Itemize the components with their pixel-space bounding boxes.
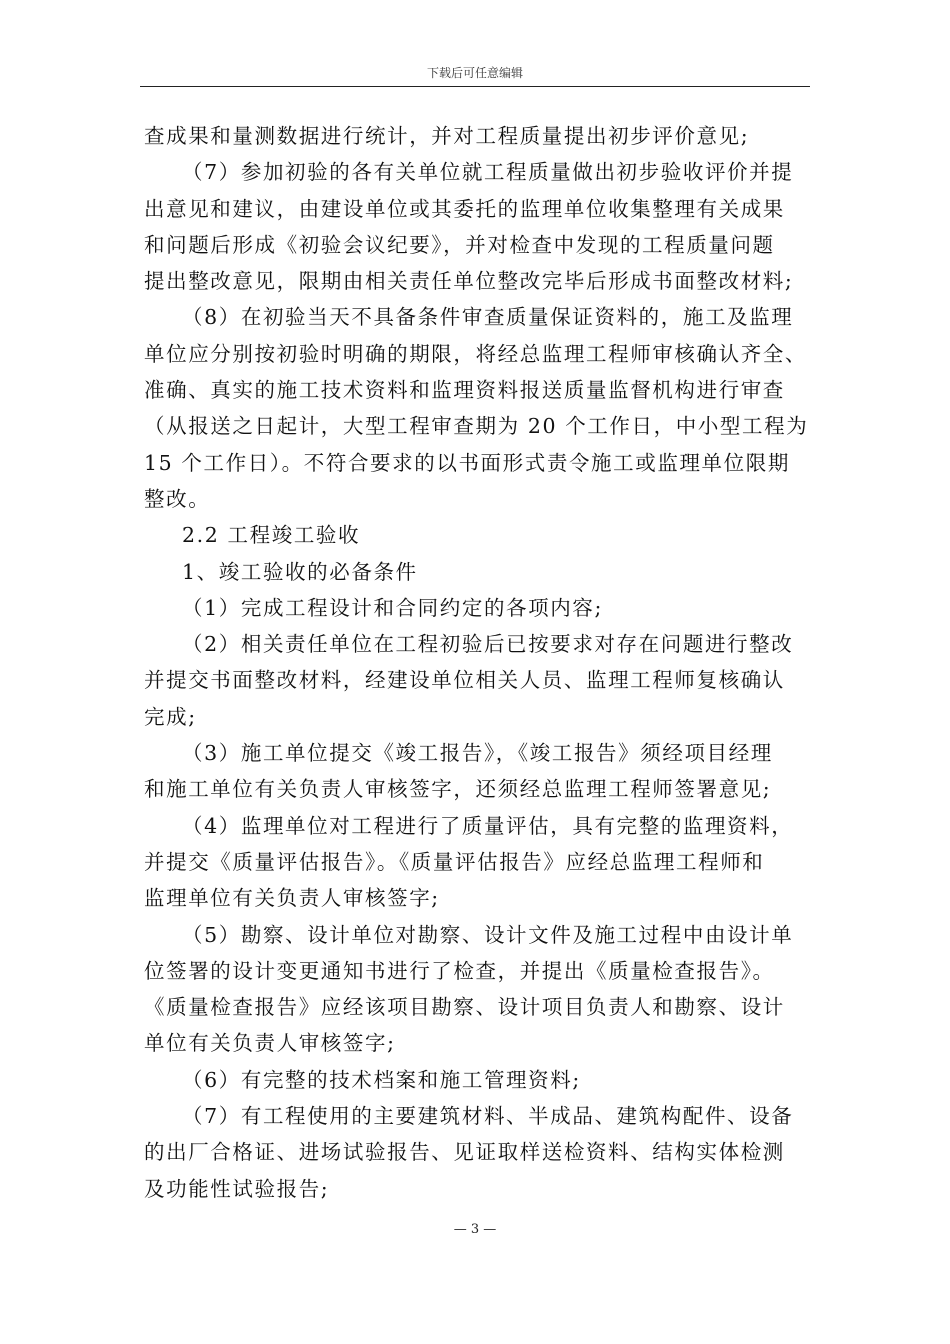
text-line: 准确、真实的施工技术资料和监理资料报送质量监督机构进行审查 <box>144 378 785 403</box>
text-line: 单位有关负责人审核签字; <box>144 1031 396 1056</box>
subsection-heading: 1、竣工验收的必备条件 <box>182 559 418 584</box>
text-line: 并提交《质量评估报告》。《质量评估报告》应经总监理工程师和 <box>144 849 765 874</box>
document-body <box>144 118 816 1207</box>
text-line: 出意见和建议，由建设单位或其委托的监理单位收集整理有关成果 <box>144 196 785 221</box>
text-line: （6）有完整的技术档案和施工管理资料; <box>182 1067 581 1092</box>
text-line: （2）相关责任单位在工程初验后已按要求对存在问题进行整改 <box>182 632 794 657</box>
text-line: （3）施工单位提交《竣工报告》，《竣工报告》须经项目经理 <box>182 741 773 766</box>
header-rule <box>140 86 810 87</box>
text-line: （4）监理单位对工程进行了质量评估，具有完整的监理资料， <box>182 813 794 838</box>
text-line: 位签署的设计变更通知书进行了检查，并提出《质量检查报告》。 <box>144 958 775 983</box>
section-heading: 2.2 工程竣工验收 <box>182 523 361 548</box>
text-line: （8）在初验当天不具备条件审查质量保证资料的，施工及监理 <box>182 305 794 330</box>
text-line: 和问题后形成《初验会议纪要》，并对检查中发现的工程质量问题 <box>144 232 775 257</box>
text-line: 监理单位有关负责人审核签字; <box>144 886 440 911</box>
text-line: 《质量检查报告》应经该项目勘察、设计项目负责人和勘察、设计 <box>144 995 785 1020</box>
text-line: （1）完成工程设计和合同约定的各项内容; <box>182 595 603 620</box>
text-line: 完成; <box>144 704 197 729</box>
text-line: 整改。 <box>144 486 211 511</box>
text-line: （7）有工程使用的主要建筑材料、半成品、建筑构配件、设备 <box>182 1104 794 1129</box>
text-line: 提出整改意见，限期由相关责任单位整改完毕后形成书面整改材料; <box>144 269 794 294</box>
text-line: （5）勘察、设计单位对勘察、设计文件及施工过程中由设计单 <box>182 922 794 947</box>
text-line: 查成果和量测数据进行统计，并对工程质量提出初步评价意见; <box>144 124 750 148</box>
text-line: （7）参加初验的各有关单位就工程质量做出初步验收评价并提 <box>182 160 794 185</box>
text-line: 单位应分别按初验时明确的期限，将经总监理工程师审核确认齐全、 <box>144 341 807 366</box>
text-line: 并提交书面整改材料，经建设单位相关人员、监理工程师复核确认 <box>144 668 785 693</box>
text-line: 15 个工作日）。不符合要求的以书面形式责令施工或监理单位限期 <box>144 450 790 475</box>
text-line: 及功能性试验报告; <box>144 1176 330 1201</box>
text-line: 和施工单位有关负责人审核签字，还须经总监理工程师签署意见; <box>144 777 772 802</box>
text-line: 的出厂合格证、进场试验报告、见证取样送检资料、结构实体检测 <box>144 1140 785 1165</box>
page-header: 下载后可任意编辑 <box>426 66 523 80</box>
page-number: — 3 — <box>453 1222 497 1237</box>
text-line: （从报送之日起计，大型工程审查期为 20 个工作日，中小型工程为 <box>144 414 809 439</box>
